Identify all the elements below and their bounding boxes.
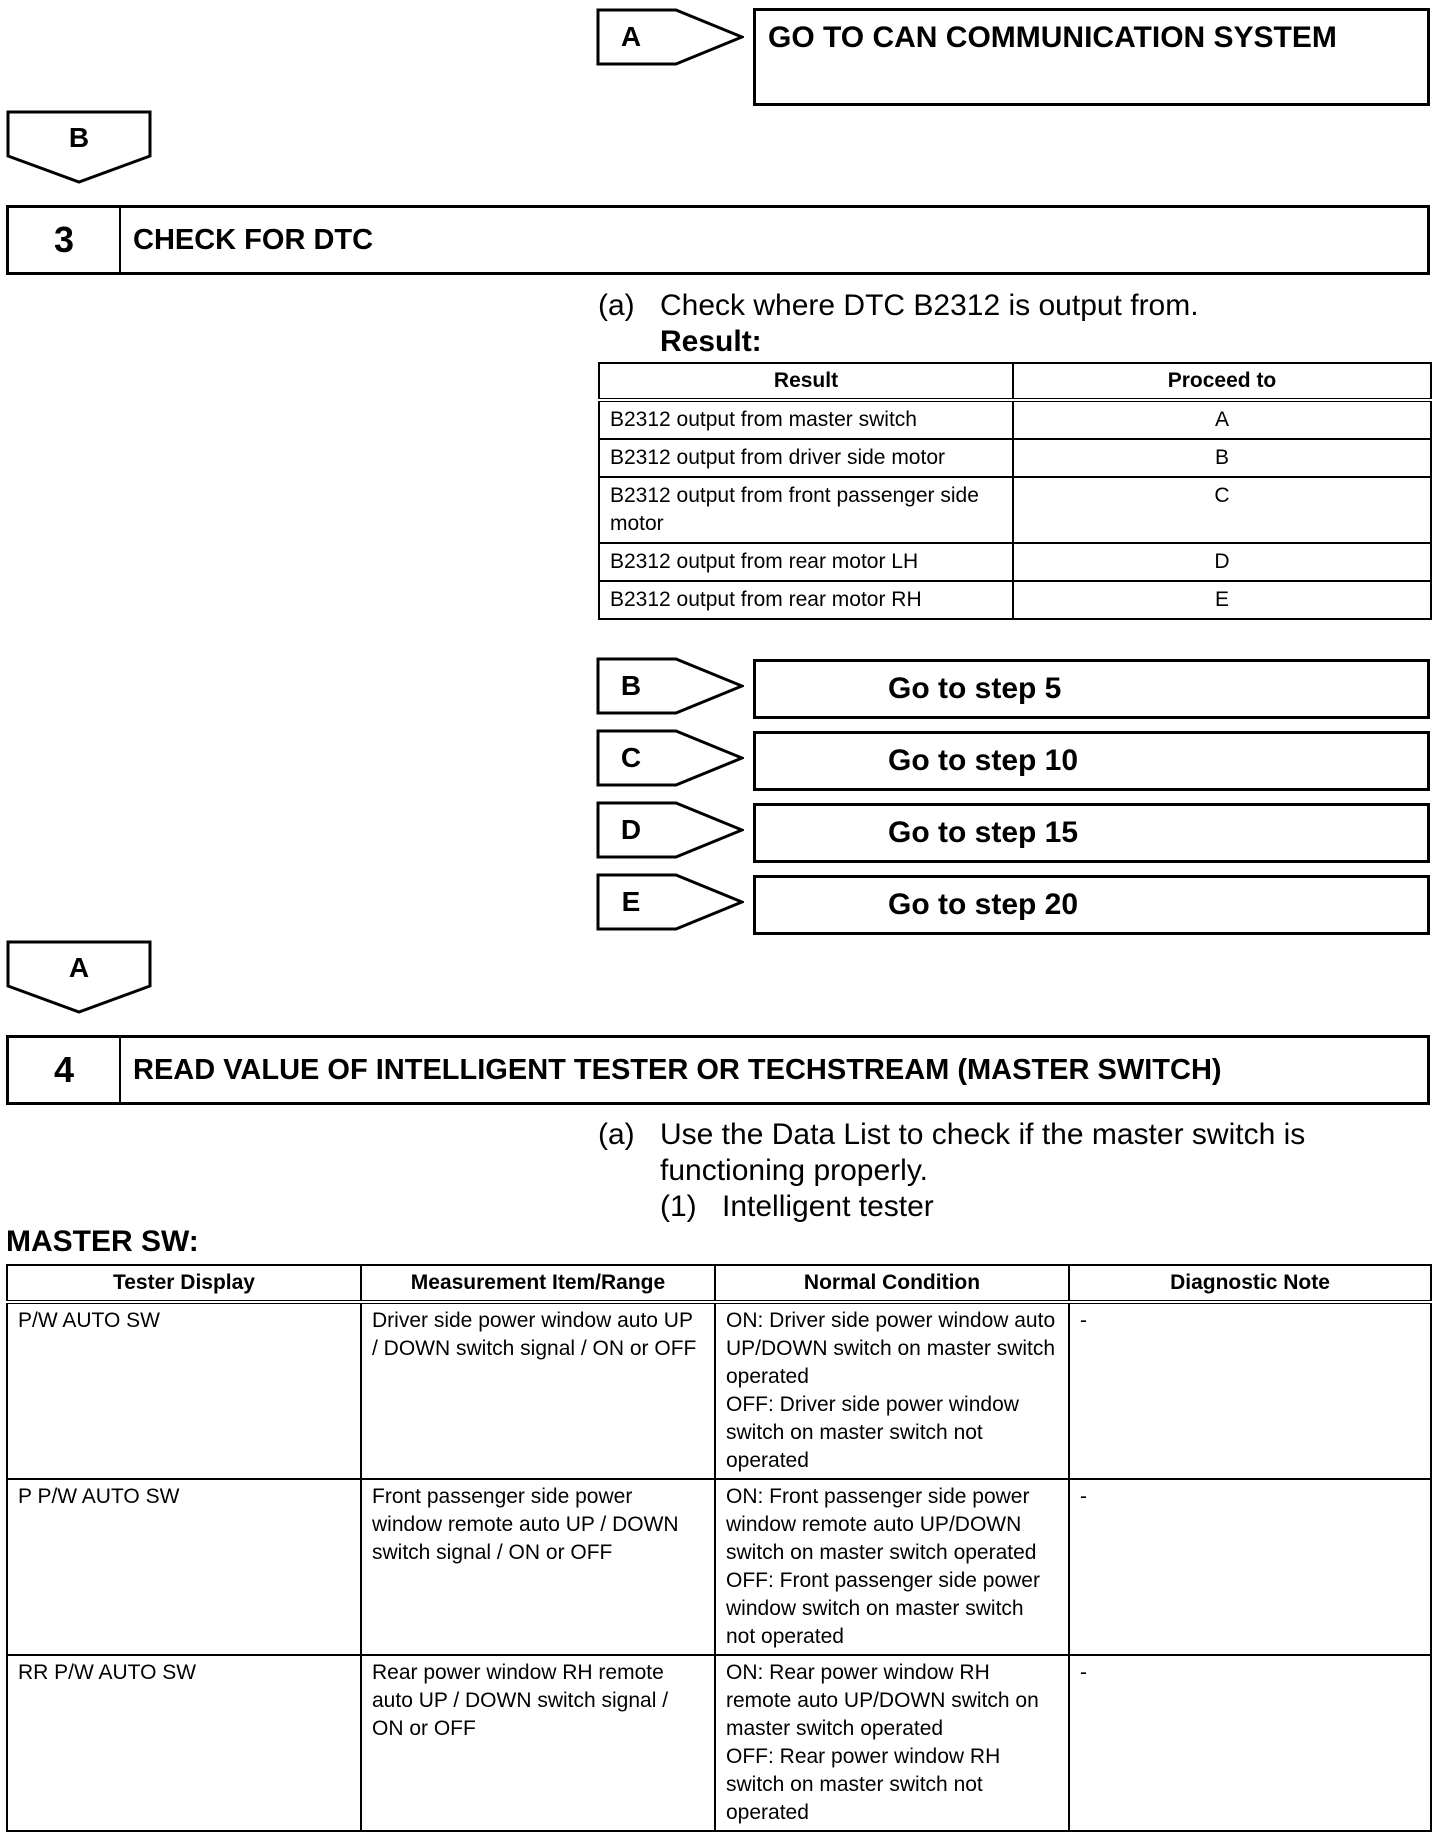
branch-a-arrow [596,8,744,66]
step-title: READ VALUE OF INTELLIGENT TESTER OR TECHSTREAM (MASTER SWITCH) [133,1053,1222,1086]
proceed-cell: E [1013,581,1431,619]
instruction-tag: (a) [598,1118,635,1151]
can-communication-target [753,8,1430,106]
master-sw-table [6,1264,1432,1832]
normal-off-text: OFF: Driver side power window switch on master switch not operated [726,1393,1019,1472]
normal-on-text: ON: Front passenger side power window remote auto UP/DOWN switch on master switch operated [726,1485,1037,1564]
normal-off-text: OFF: Rear power window RH switch on master switch not operated [726,1745,1001,1824]
table-row [599,477,1431,543]
go-to-step-10-target [753,731,1430,791]
normal-condition-cell [715,1302,1069,1479]
diagnostic-note-cell: - [1069,1302,1431,1479]
normal-condition-cell [715,1479,1069,1655]
table-title: MASTER SW: [6,1225,199,1258]
normal-on-text: ON: Rear power window RH remote auto UP/DOWN switch on master switch operated [726,1661,1039,1740]
tester-display-cell: P P/W AUTO SW [7,1479,361,1655]
branch-d-arrow [596,801,744,859]
target-text: Go to step 15 [888,816,1079,849]
step-number: 4 [9,1038,121,1102]
table-row [599,543,1431,581]
target-text: GO TO CAN COMMUNICATION SYSTEM [768,21,1337,54]
go-to-step-20-target [753,875,1430,935]
diagnostic-note-cell: - [1069,1655,1431,1831]
branch-label: B [68,122,90,153]
go-to-step-5-target [753,659,1430,719]
step-number: 3 [9,208,121,272]
result-cell: B2312 output from rear motor RH [599,581,1013,619]
table-row [599,581,1431,619]
normal-on-text: ON: Driver side power window auto UP/DOWN switch on master switch operated [726,1309,1056,1388]
instruction-text-line1: Use the Data List to check if the master switch is [660,1118,1306,1151]
table-row [7,1655,1431,1831]
column-header: Normal Condition [715,1265,1069,1302]
column-header: Diagnostic Note [1069,1265,1431,1302]
measurement-cell: Rear power window RH remote auto UP / DOWN switch signal / ON or OFF [361,1655,715,1831]
branch-b-arrow [596,657,744,715]
table-row [7,1302,1431,1479]
result-cell: B2312 output from rear motor LH [599,543,1013,581]
instruction-text-line2: functioning properly. [660,1154,928,1187]
column-header: Measurement Item/Range [361,1265,715,1302]
result-cell: B2312 output from master switch [599,400,1013,439]
result-heading: Result: [660,325,762,358]
step-3-instruction [598,288,1428,360]
target-text: Go to step 5 [888,672,1062,705]
tester-display-cell: RR P/W AUTO SW [7,1655,361,1831]
sub-instruction-text: Intelligent tester [722,1190,934,1223]
branch-a-down-tag [6,940,152,1014]
result-cell: B2312 output from front passenger side motor [599,477,1013,543]
branch-label: A [68,952,90,983]
step-4-instruction [598,1117,1428,1225]
normal-condition-cell [715,1655,1069,1831]
branch-label: C [620,742,642,773]
go-to-step-15-target [753,803,1430,863]
normal-off-text: OFF: Front passenger side power window switch on master switch not operated [726,1569,1040,1648]
instruction-text: Check where DTC B2312 is output from. [660,289,1199,322]
branch-label: B [620,670,642,701]
table-row [599,439,1431,477]
branch-e-arrow [596,873,744,931]
proceed-cell: D [1013,543,1431,581]
result-table [598,362,1432,620]
sub-instruction-tag: (1) [660,1190,697,1223]
column-header: Proceed to [1013,363,1431,400]
result-cell: B2312 output from driver side motor [599,439,1013,477]
column-header: Tester Display [7,1265,361,1302]
branch-label: A [620,21,642,52]
diagnostic-note-cell: - [1069,1479,1431,1655]
table-row [599,400,1431,439]
step-3-header [6,205,1430,275]
proceed-cell: B [1013,439,1431,477]
branch-label: D [620,814,642,845]
instruction-tag: (a) [598,289,635,322]
branch-c-arrow [596,729,744,787]
tester-display-cell: P/W AUTO SW [7,1302,361,1479]
column-header: Result [599,363,1013,400]
measurement-cell: Driver side power window auto UP / DOWN switch signal / ON or OFF [361,1302,715,1479]
target-text: Go to step 20 [888,888,1079,921]
table-row [7,1479,1431,1655]
proceed-cell: A [1013,400,1431,439]
measurement-cell: Front passenger side power window remote auto UP / DOWN switch signal / ON or OFF [361,1479,715,1655]
step-4-header [6,1035,1430,1105]
branch-label: E [621,886,641,917]
step-title: CHECK FOR DTC [133,223,374,256]
branch-b-down-tag [6,110,152,184]
target-text: Go to step 10 [888,744,1079,777]
proceed-cell: C [1013,477,1431,543]
